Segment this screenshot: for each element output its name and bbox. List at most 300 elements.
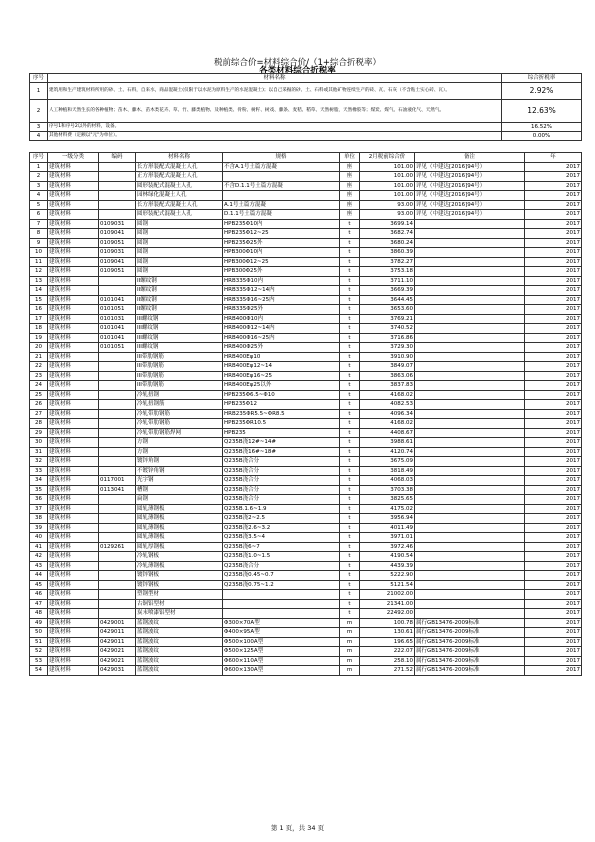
remark [415, 362, 525, 372]
material-name: 蓝钢波纹 [136, 618, 223, 628]
year: 2017 [525, 495, 582, 505]
row-number: 40 [30, 533, 48, 543]
material-spec: Φ300×70A型 [223, 618, 340, 628]
row-number: 23 [30, 371, 48, 381]
table-row [30, 172, 582, 182]
pretax-price: 4175.02 [360, 504, 415, 514]
year: 2017 [525, 533, 582, 543]
material-name: II螺纹钢 [136, 295, 223, 305]
row-number: 44 [30, 571, 48, 581]
unit: t [340, 428, 360, 438]
row-number: 2 [30, 172, 48, 182]
material-code: 0109031 [99, 219, 136, 229]
table-row [30, 219, 582, 229]
price-table-header [30, 153, 582, 163]
row-number: 6 [30, 210, 48, 220]
pretax-price: 3653.60 [360, 305, 415, 315]
year: 2017 [525, 181, 582, 191]
row-number: 38 [30, 514, 48, 524]
header-cell: 序号 [30, 74, 48, 83]
pretax-price: 3675.09 [360, 457, 415, 467]
material-code [99, 447, 136, 457]
category: 建筑材料 [48, 305, 99, 315]
unit: t [340, 381, 360, 391]
tax-rate: 0.00% [502, 132, 582, 141]
table-row [30, 419, 582, 429]
unit: t [340, 390, 360, 400]
remark [415, 590, 525, 600]
material-code: 0113041 [99, 485, 136, 495]
table-row [30, 666, 582, 676]
material-name: 圆钢 [136, 267, 223, 277]
table-row [30, 200, 582, 210]
table-row [30, 552, 582, 562]
material-code [99, 571, 136, 581]
row-number: 31 [30, 447, 48, 457]
material-code [99, 210, 136, 220]
unit: t [340, 504, 360, 514]
year: 2017 [525, 419, 582, 429]
pretax-price: 3682.74 [360, 229, 415, 239]
material-name: 镀锌角钢 [136, 457, 223, 467]
remark [415, 476, 525, 486]
row-number: 46 [30, 590, 48, 600]
material-code [99, 362, 136, 372]
row-number: 24 [30, 381, 48, 391]
unit: t [340, 267, 360, 277]
unit: t [340, 229, 360, 239]
row-number: 54 [30, 666, 48, 676]
material-spec: HRB400Eφ10 [223, 352, 340, 362]
material-code [99, 352, 136, 362]
category: 建筑材料 [48, 200, 99, 210]
category: 建筑材料 [48, 561, 99, 571]
material-spec: Φ400×95A型 [223, 628, 340, 638]
table-row [30, 381, 582, 391]
material-code [99, 400, 136, 410]
row-number: 4 [30, 191, 48, 201]
unit: t [340, 571, 360, 581]
material-code: 0109051 [99, 238, 136, 248]
remark: 属行GB13476-2009标准 [415, 628, 525, 638]
material-code [99, 381, 136, 391]
year: 2017 [525, 618, 582, 628]
remark [415, 314, 525, 324]
row-number: 36 [30, 495, 48, 505]
material-spec: Φ500×125A型 [223, 647, 340, 657]
year: 2017 [525, 324, 582, 334]
material-name: III带肋钢筋 [136, 352, 223, 362]
category: 建筑材料 [48, 419, 99, 429]
material-name: 圆轧薄钢板 [136, 533, 223, 543]
remark [415, 504, 525, 514]
material-name: III螺纹钢 [136, 314, 223, 324]
row-number: 30 [30, 438, 48, 448]
pretax-price: 4068.03 [360, 476, 415, 486]
material-code [99, 552, 136, 562]
material-name: 冷轧扭钢筋 [136, 400, 223, 410]
header-cell: 材料名称 [48, 74, 502, 83]
document-title: 税前综合价=材料综合价/（1+综合折税率） [213, 58, 382, 68]
pretax-price: 3729.30 [360, 343, 415, 353]
year: 2017 [525, 390, 582, 400]
material-spec: Q235B浇3.5~4 [223, 533, 340, 543]
material-spec: Φ500×100A型 [223, 637, 340, 647]
year: 2017 [525, 628, 582, 638]
pretax-price: 3769.21 [360, 314, 415, 324]
row-number: 47 [30, 599, 48, 609]
category: 建筑材料 [48, 324, 99, 334]
category: 建筑材料 [48, 637, 99, 647]
row-number: 8 [30, 229, 48, 239]
pretax-price: 3644.45 [360, 295, 415, 305]
pretax-price: 101.00 [360, 172, 415, 182]
remark [415, 609, 525, 619]
material-name: 炭末喷漆铝型材 [136, 609, 223, 619]
material-name: 圆钢 [136, 257, 223, 267]
material-name: 冷轧钢板 [136, 552, 223, 562]
table-row [30, 400, 582, 410]
year: 2017 [525, 248, 582, 258]
row-number: 25 [30, 390, 48, 400]
pretax-price: 4120.74 [360, 447, 415, 457]
category: 建筑材料 [48, 352, 99, 362]
material-code [99, 371, 136, 381]
year: 2017 [525, 219, 582, 229]
material-name: 长方形装配式混凝土人孔 [136, 162, 223, 172]
table-row [30, 371, 582, 381]
material-spec: HPB300Φ12~25 [223, 257, 340, 267]
table-row [30, 514, 582, 524]
table-row [30, 647, 582, 657]
remark [415, 248, 525, 258]
year: 2017 [525, 542, 582, 552]
header-cell: 一级分类 [48, 153, 99, 163]
category: 建筑材料 [48, 409, 99, 419]
year: 2017 [525, 428, 582, 438]
row-number: 9 [30, 238, 48, 248]
category: 建筑材料 [48, 476, 99, 486]
pretax-price: 222.07 [360, 647, 415, 657]
row-number: 3 [30, 123, 48, 132]
category: 建筑材料 [48, 162, 99, 172]
material-spec: A.1号土篇方混凝 [223, 200, 340, 210]
category: 建筑材料 [48, 609, 99, 619]
year: 2017 [525, 561, 582, 571]
row-number: 41 [30, 542, 48, 552]
unit: t [340, 523, 360, 533]
rate-row [30, 132, 582, 141]
row-number: 10 [30, 248, 48, 258]
unit: t [340, 343, 360, 353]
row-number: 21 [30, 352, 48, 362]
year: 2017 [525, 257, 582, 267]
table-row [30, 362, 582, 372]
remark [415, 333, 525, 343]
material-name: 正方形装配式混凝土人孔 [136, 172, 223, 182]
material-description: 序号1和序号2以外的材料，设备。 [48, 123, 502, 132]
table-row [30, 352, 582, 362]
rate-table-header [30, 74, 582, 83]
category: 建筑材料 [48, 552, 99, 562]
remark: 属行GB13476-2009标准 [415, 618, 525, 628]
material-spec: HPB300Φ25外 [223, 267, 340, 277]
table-row [30, 476, 582, 486]
material-spec: Q235B浇0.45~0.7 [223, 571, 340, 581]
material-spec: Q235B浇合分 [223, 476, 340, 486]
material-name: III螺纹钢 [136, 343, 223, 353]
tax-rate: 2.92% [502, 83, 582, 100]
remark: 属行GB13476-2009标准 [415, 637, 525, 647]
material-spec: HRB400Eφ12~14 [223, 362, 340, 372]
remark: 评见（中建达[2016]94号） [415, 162, 525, 172]
row-number: 48 [30, 609, 48, 619]
remark [415, 599, 525, 609]
table-row [30, 542, 582, 552]
row-number: 17 [30, 314, 48, 324]
material-code [99, 514, 136, 524]
header-cell: 单位 [340, 153, 360, 163]
unit: t [340, 485, 360, 495]
row-number: 50 [30, 628, 48, 638]
pretax-price: 4011.49 [360, 523, 415, 533]
pretax-price: 3825.65 [360, 495, 415, 505]
material-name: 冷轧扭钢 [136, 390, 223, 400]
table-row [30, 191, 582, 201]
category: 建筑材料 [48, 656, 99, 666]
category: 建筑材料 [48, 466, 99, 476]
material-name: III带肋钢筋 [136, 371, 223, 381]
unit: t [340, 542, 360, 552]
material-spec [223, 590, 340, 600]
year: 2017 [525, 666, 582, 676]
row-number: 37 [30, 504, 48, 514]
row-number: 33 [30, 466, 48, 476]
pretax-price: 93.00 [360, 200, 415, 210]
category: 建筑材料 [48, 257, 99, 267]
row-number: 49 [30, 618, 48, 628]
material-spec: HPB235Φ12 [223, 400, 340, 410]
table-row [30, 428, 582, 438]
year: 2017 [525, 447, 582, 457]
material-spec: Q235B浇2.6~3.2 [223, 523, 340, 533]
pretax-price: 4190.54 [360, 552, 415, 562]
rate-row [30, 123, 582, 132]
pretax-price: 3753.18 [360, 267, 415, 277]
material-code [99, 286, 136, 296]
unit: t [340, 580, 360, 590]
row-number: 34 [30, 476, 48, 486]
row-number: 7 [30, 219, 48, 229]
year: 2017 [525, 400, 582, 410]
remark [415, 257, 525, 267]
unit: t [340, 400, 360, 410]
header-cell: 2月税前综合价 [360, 153, 415, 163]
unit: t [340, 466, 360, 476]
material-name: 蓝钢波纹 [136, 666, 223, 676]
table-row [30, 286, 582, 296]
unit: t [340, 609, 360, 619]
category: 建筑材料 [48, 618, 99, 628]
remark [415, 428, 525, 438]
table-row [30, 314, 582, 324]
header-cell: 年 [525, 153, 582, 163]
category: 建筑材料 [48, 438, 99, 448]
year: 2017 [525, 210, 582, 220]
table-row [30, 447, 582, 457]
year: 2017 [525, 352, 582, 362]
material-code [99, 428, 136, 438]
material-name: 圆形装配式混凝土人孔 [136, 181, 223, 191]
material-name: 圆轧薄钢板 [136, 523, 223, 533]
material-code [99, 162, 136, 172]
pretax-price: 21002.00 [360, 590, 415, 600]
table-row [30, 495, 582, 505]
remark [415, 514, 525, 524]
pretax-price: 21341.00 [360, 599, 415, 609]
row-number: 29 [30, 428, 48, 438]
material-code: 0109031 [99, 248, 136, 258]
pretax-price: 100.78 [360, 618, 415, 628]
pretax-price: 3782.27 [360, 257, 415, 267]
remark [415, 457, 525, 467]
category: 建筑材料 [48, 542, 99, 552]
material-spec: HPB235 [223, 428, 340, 438]
pretax-price: 196.65 [360, 637, 415, 647]
material-code: 0109041 [99, 257, 136, 267]
remark: 评见（中建达[2016]94号） [415, 172, 525, 182]
material-name: 蓝钢波纹 [136, 637, 223, 647]
category: 建筑材料 [48, 314, 99, 324]
table-row [30, 229, 582, 239]
category: 建筑材料 [48, 457, 99, 467]
unit: t [340, 286, 360, 296]
material-name: III螺纹钢 [136, 324, 223, 334]
material-name: II螺纹钢 [136, 305, 223, 315]
material-name: 古铜铝型材 [136, 599, 223, 609]
unit: t [340, 552, 360, 562]
unit: t [340, 457, 360, 467]
year: 2017 [525, 305, 582, 315]
remark [415, 523, 525, 533]
row-number: 3 [30, 181, 48, 191]
material-spec: HRB335Φ12~14内 [223, 286, 340, 296]
category: 建筑材料 [48, 400, 99, 410]
year: 2017 [525, 286, 582, 296]
pretax-price: 101.00 [360, 162, 415, 172]
material-spec: 不含A.1号土篇方混凝 [223, 162, 340, 172]
header-cell: 备注 [415, 153, 525, 163]
material-spec: HRB400Eφ16~25 [223, 371, 340, 381]
category: 建筑材料 [48, 447, 99, 457]
material-code [99, 172, 136, 182]
row-number: 16 [30, 305, 48, 315]
table-row [30, 561, 582, 571]
table-row [30, 333, 582, 343]
year: 2017 [525, 599, 582, 609]
category: 建筑材料 [48, 485, 99, 495]
year: 2017 [525, 333, 582, 343]
material-code: 0101031 [99, 314, 136, 324]
material-name: 不镀锌角钢 [136, 466, 223, 476]
material-name: 蓝钢波纹 [136, 647, 223, 657]
unit: t [340, 476, 360, 486]
remark [415, 324, 525, 334]
year: 2017 [525, 523, 582, 533]
material-code: 0129261 [99, 542, 136, 552]
material-code: 0429001 [99, 618, 136, 628]
unit: 座 [340, 172, 360, 182]
remark [415, 409, 525, 419]
row-number: 19 [30, 333, 48, 343]
material-spec: Q235B浇0.75~1.2 [223, 580, 340, 590]
category: 建筑材料 [48, 533, 99, 543]
year: 2017 [525, 229, 582, 239]
header-cell: 序号 [30, 153, 48, 163]
pretax-price: 3910.90 [360, 352, 415, 362]
material-spec: Q235B浇合分 [223, 485, 340, 495]
material-code [99, 599, 136, 609]
material-spec: Q235B浇1.0~1.5 [223, 552, 340, 562]
pretax-price: 93.00 [360, 210, 415, 220]
category: 建筑材料 [48, 362, 99, 372]
unit: t [340, 447, 360, 457]
table-row [30, 248, 582, 258]
material-code [99, 523, 136, 533]
remark: 评见（中建达[2016]94号） [415, 200, 525, 210]
pretax-price: 3740.52 [360, 324, 415, 334]
price-table [29, 152, 582, 676]
material-spec: HRB400Φ12~14内 [223, 324, 340, 334]
unit: 座 [340, 191, 360, 201]
table-row [30, 276, 582, 286]
pretax-price: 4168.02 [360, 419, 415, 429]
pretax-price: 101.00 [360, 181, 415, 191]
remark [415, 286, 525, 296]
row-number: 4 [30, 132, 48, 141]
material-code: 0429021 [99, 647, 136, 657]
category: 建筑材料 [48, 172, 99, 182]
table-row [30, 181, 582, 191]
remark [415, 219, 525, 229]
row-number: 35 [30, 485, 48, 495]
material-name: 圆钢 [136, 238, 223, 248]
material-spec: HRB400Φ10内 [223, 314, 340, 324]
material-code [99, 580, 136, 590]
year: 2017 [525, 514, 582, 524]
material-name: 方钢 [136, 447, 223, 457]
category: 建筑材料 [48, 495, 99, 505]
material-spec: Q235B.1.6~1.9 [223, 504, 340, 514]
unit: t [340, 514, 360, 524]
row-number: 51 [30, 637, 48, 647]
category: 建筑材料 [48, 371, 99, 381]
pretax-price: 3956.94 [360, 514, 415, 524]
material-code [99, 533, 136, 543]
unit: m [340, 618, 360, 628]
material-spec: HRB335Φ10内 [223, 276, 340, 286]
remark [415, 295, 525, 305]
year: 2017 [525, 267, 582, 277]
pretax-price: 3699.14 [360, 219, 415, 229]
year: 2017 [525, 476, 582, 486]
material-spec: HRB235ΦR5.5~ΦR8.5 [223, 409, 340, 419]
unit: t [340, 419, 360, 429]
unit: m [340, 637, 360, 647]
material-name: 冷轧带肋钢筋 [136, 419, 223, 429]
table-row [30, 656, 582, 666]
row-number: 27 [30, 409, 48, 419]
